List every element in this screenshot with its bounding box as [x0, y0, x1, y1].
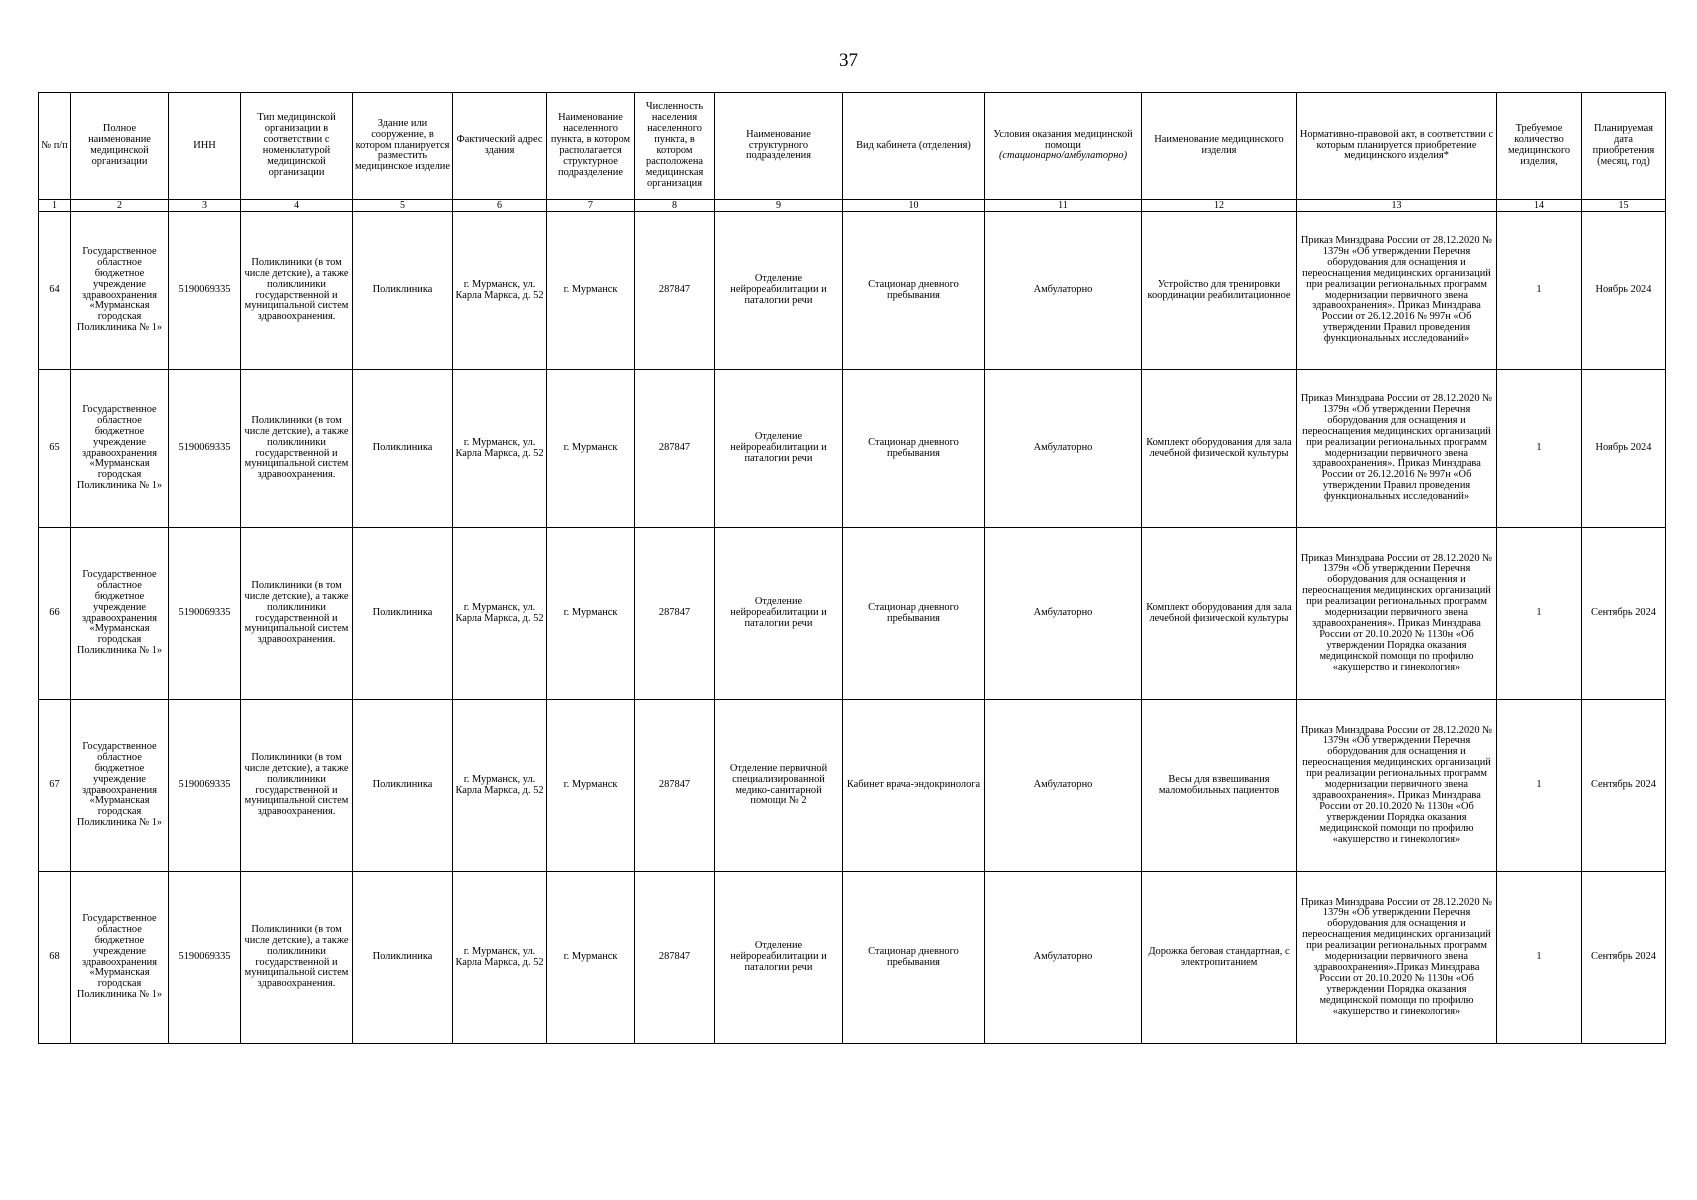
quantity: 1: [1497, 528, 1582, 700]
org-type: Поликлиники (в том числе детские), а также поликлиники государственной и муниципальной систем здравоохранения.: [241, 872, 353, 1044]
header-cell: Нормативно-правовой акт, в соответствии с которым планируется приобретение медицинского изделия*: [1297, 93, 1497, 200]
column-number: 9: [715, 200, 843, 212]
org-type: Поликлиники (в том числе детские), а также поликлиники государственной и муниципальной систем здравоохранения.: [241, 212, 353, 370]
header-cell: Численность населения населенного пункта, в котором расположена медицинская организация: [635, 93, 715, 200]
header-cell: Наименование структурного подразделения: [715, 93, 843, 200]
header-cell-conditions: [985, 93, 1142, 200]
address: г. Мурманск, ул. Карла Маркса, д. 52: [453, 212, 547, 370]
column-number: 3: [169, 200, 241, 212]
building: Поликлиника: [353, 370, 453, 528]
department: Отделение нейрореабилитации и паталогии речи: [715, 872, 843, 1044]
row-number: 68: [39, 872, 71, 1044]
org-name: Государственное областное бюджетное учреждение здравоохранения «Мурманская городская Поликлиника № 1»: [71, 700, 169, 872]
inn: 5190069335: [169, 370, 241, 528]
planned-date: Ноябрь 2024: [1582, 370, 1666, 528]
column-number: 11: [985, 200, 1142, 212]
address: г. Мурманск, ул. Карла Маркса, д. 52: [453, 700, 547, 872]
header-cell: Наименование населенного пункта, в котором располагается структурное подразделение: [547, 93, 635, 200]
department: Отделение нейрореабилитации и паталогии речи: [715, 370, 843, 528]
row-number: 64: [39, 212, 71, 370]
address: г. Мурманск, ул. Карла Маркса, д. 52: [453, 370, 547, 528]
department: Отделение нейрореабилитации и паталогии речи: [715, 528, 843, 700]
column-number: 15: [1582, 200, 1666, 212]
quantity: 1: [1497, 700, 1582, 872]
planned-date: Ноябрь 2024: [1582, 212, 1666, 370]
header-cell: № п/п: [39, 93, 71, 200]
header-cell: Здание или сооружение, в котором планируется разместить медицинское изделие: [353, 93, 453, 200]
population: 287847: [635, 370, 715, 528]
cabinet: Стационар дневного пребывания: [843, 370, 985, 528]
legal-act: Приказ Минздрава России от 28.12.2020 № 1379н «Об утверждении Перечня оборудования для оснащения и переоснащения медицинских организаций при реализации региональных программ модернизации первичного звена здравоохранения». Приказ Минздрава России от 26.12.2016 № 997н «Об утверждении Правил проведения функциональных исследований»: [1297, 370, 1497, 528]
quantity: 1: [1497, 212, 1582, 370]
header-cell: Требуемое количество медицинского изделия,: [1497, 93, 1582, 200]
conditions: Амбулаторно: [985, 872, 1142, 1044]
locality: г. Мурманск: [547, 212, 635, 370]
conditions: Амбулаторно: [985, 528, 1142, 700]
quantity: 1: [1497, 370, 1582, 528]
building: Поликлиника: [353, 872, 453, 1044]
org-name: Государственное областное бюджетное учреждение здравоохранения «Мурманская городская Поликлиника № 1»: [71, 528, 169, 700]
row-number: 67: [39, 700, 71, 872]
conditions: Амбулаторно: [985, 370, 1142, 528]
header-conditions-italic: (стационарно/амбулаторно): [998, 150, 1128, 162]
column-number: 6: [453, 200, 547, 212]
planned-date: Сентябрь 2024: [1582, 528, 1666, 700]
org-type: Поликлиники (в том числе детские), а также поликлиники государственной и муниципальной систем здравоохранения.: [241, 528, 353, 700]
locality: г. Мурманск: [547, 528, 635, 700]
planned-date: Сентябрь 2024: [1582, 700, 1666, 872]
building: Поликлиника: [353, 212, 453, 370]
address: г. Мурманск, ул. Карла Маркса, д. 52: [453, 872, 547, 1044]
org-type: Поликлиники (в том числе детские), а также поликлиники государственной и муниципальной систем здравоохранения.: [241, 700, 353, 872]
column-number: 7: [547, 200, 635, 212]
column-number-row: [39, 200, 1666, 212]
device: Устройство для тренировки координации реабилитационное: [1142, 212, 1297, 370]
column-number: 4: [241, 200, 353, 212]
row-number: 66: [39, 528, 71, 700]
locality: г. Мурманск: [547, 370, 635, 528]
org-name: Государственное областное бюджетное учреждение здравоохранения «Мурманская городская Поликлиника № 1»: [71, 872, 169, 1044]
page-number: 37: [839, 50, 858, 71]
cabinet: Стационар дневного пребывания: [843, 872, 985, 1044]
header-cell: Планируемая дата приобретения (месяц, год): [1582, 93, 1666, 200]
inn: 5190069335: [169, 212, 241, 370]
column-number: 1: [39, 200, 71, 212]
header-cell: Полное наименование медицинской организации: [71, 93, 169, 200]
population: 287847: [635, 872, 715, 1044]
device: Комплект оборудования для зала лечебной физической культуры: [1142, 370, 1297, 528]
header-conditions-text: Условия оказания медицинской помощи: [993, 128, 1133, 151]
population: 287847: [635, 700, 715, 872]
planned-date: Сентябрь 2024: [1582, 872, 1666, 1044]
conditions: Амбулаторно: [985, 212, 1142, 370]
quantity: 1: [1497, 872, 1582, 1044]
table-row: [39, 872, 1666, 1044]
column-number: 10: [843, 200, 985, 212]
cabinet: Стационар дневного пребывания: [843, 528, 985, 700]
header-cell: Наименование медицинского изделия: [1142, 93, 1297, 200]
column-number: 2: [71, 200, 169, 212]
building: Поликлиника: [353, 528, 453, 700]
population: 287847: [635, 528, 715, 700]
equipment-table: [38, 92, 1666, 1044]
column-number: 14: [1497, 200, 1582, 212]
cabinet: Стационар дневного пребывания: [843, 212, 985, 370]
row-number: 65: [39, 370, 71, 528]
department: Отделение первичной специализированной медико-санитарной помощи № 2: [715, 700, 843, 872]
column-number: 5: [353, 200, 453, 212]
org-name: Государственное областное бюджетное учреждение здравоохранения «Мурманская городская Поликлиника № 1»: [71, 212, 169, 370]
column-number: 12: [1142, 200, 1297, 212]
conditions: Амбулаторно: [985, 700, 1142, 872]
building: Поликлиника: [353, 700, 453, 872]
cabinet: Кабинет врача-эндокринолога: [843, 700, 985, 872]
address: г. Мурманск, ул. Карла Маркса, д. 52: [453, 528, 547, 700]
legal-act: Приказ Минздрава России от 28.12.2020 № 1379н «Об утверждении Перечня оборудования для оснащения и переоснащения медицинских организаций при реализации региональных программ модернизации первичного звена здравоохранения».Приказ Минздрава России от 20.10.2020 № 1130н «Об утверждении Порядка оказания медицинской помощи по профилю «акушерство и гинекология»: [1297, 872, 1497, 1044]
org-name: Государственное областное бюджетное учреждение здравоохранения «Мурманская городская Поликлиника № 1»: [71, 370, 169, 528]
device: Дорожка беговая стандартная, с электропитанием: [1142, 872, 1297, 1044]
device: Весы для взвешивания маломобильных пациентов: [1142, 700, 1297, 872]
inn: 5190069335: [169, 700, 241, 872]
header-cell: Вид кабинета (отделения): [843, 93, 985, 200]
inn: 5190069335: [169, 528, 241, 700]
org-type: Поликлиники (в том числе детские), а также поликлиники государственной и муниципальной систем здравоохранения.: [241, 370, 353, 528]
header-cell: Тип медицинской организации в соответствии с номенклатурой медицинской организации: [241, 93, 353, 200]
legal-act: Приказ Минздрава России от 28.12.2020 № 1379н «Об утверждении Перечня оборудования для оснащения и переоснащения медицинских организаций при реализации региональных программ модернизации первичного звена здравоохранения». Приказ Минздрава России от 20.10.2020 № 1130н «Об утверждении Порядка оказания медицинской помощи по профилю «акушерство и гинекология»: [1297, 700, 1497, 872]
header-row: [39, 93, 1666, 200]
legal-act: Приказ Минздрава России от 28.12.2020 № 1379н «Об утверждении Перечня оборудования для оснащения и переоснащения медицинских организаций при реализации региональных программ модернизации первичного звена здравоохранения». Приказ Минздрава России от 20.10.2020 № 1130н «Об утверждении Порядка оказания медицинской помощи по профилю «акушерство и гинекология»: [1297, 528, 1497, 700]
table-row: [39, 212, 1666, 370]
column-number: 8: [635, 200, 715, 212]
device: Комплект оборудования для зала лечебной физической культуры: [1142, 528, 1297, 700]
locality: г. Мурманск: [547, 700, 635, 872]
locality: г. Мурманск: [547, 872, 635, 1044]
legal-act: Приказ Минздрава России от 28.12.2020 № 1379н «Об утверждении Перечня оборудования для оснащения и переоснащения медицинских организаций при реализации региональных программ модернизации первичного звена здравоохранения». Приказ Минздрава России от 26.12.2016 № 997н «Об утверждении Правил проведения функциональных исследований»: [1297, 212, 1497, 370]
column-number: 13: [1297, 200, 1497, 212]
header-cell: ИНН: [169, 93, 241, 200]
department: Отделение нейрореабилитации и паталогии речи: [715, 212, 843, 370]
inn: 5190069335: [169, 872, 241, 1044]
table-row: [39, 528, 1666, 700]
table-row: [39, 370, 1666, 528]
table-row: [39, 700, 1666, 872]
population: 287847: [635, 212, 715, 370]
header-cell: Фактический адрес здания: [453, 93, 547, 200]
